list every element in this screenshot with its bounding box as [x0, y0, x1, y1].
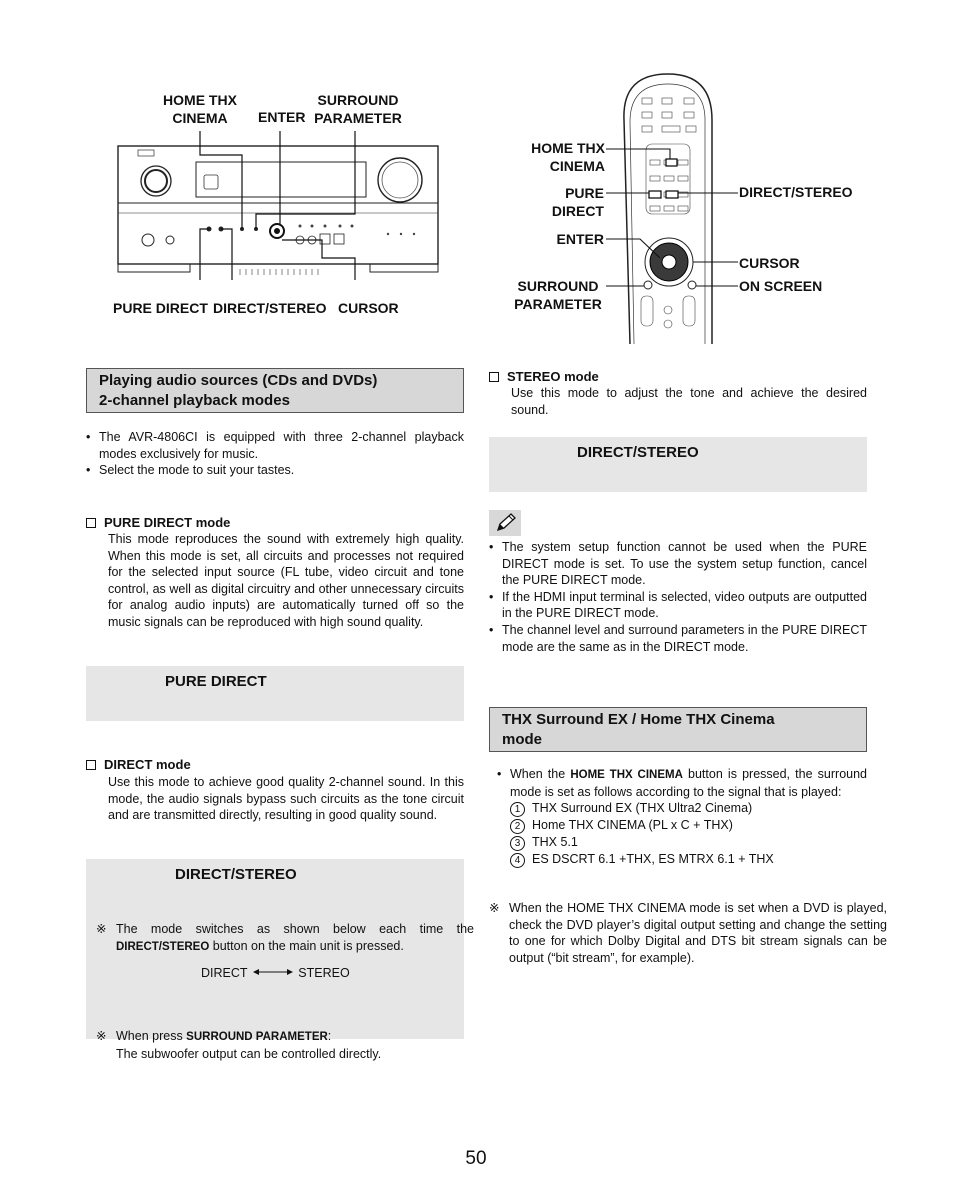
pencil-note-icon — [489, 510, 521, 536]
stereo-box-title: DIRECT/STEREO — [577, 444, 699, 461]
remote-label-surround-parameter: SURROUND PARAMETER — [514, 278, 602, 312]
thx-bullet-bold: HOME THX CINEMA — [570, 769, 683, 781]
thx-mode-item — [510, 834, 867, 851]
thx-bullet-text-end: button is pressed, the surround mode is set as follows according to the signal that is played: — [510, 767, 867, 799]
pure-direct-mode-text: This mode reproduces the sound with extremely high quality. When this mode is set, all circuits and processes not required for the selected input source (FL tube, video circuit and tone control, as well as digital circuitry and other unnecessary circuits for analog audio inputs) are automatically turned off so the music signals can be reproduced with high sound quality. — [108, 532, 464, 629]
thx-bullet-item — [497, 766, 867, 800]
note1-bold: DIRECT/STEREO — [116, 940, 210, 953]
receiver-label-home-thx: HOME THX CINEMA — [163, 92, 237, 126]
pure-direct-mode-title-text: PURE DIRECT mode — [104, 515, 231, 530]
remote-label-pure-direct: PURE DIRECT — [551, 185, 604, 219]
receiver-label-pure-direct: PURE DIRECT — [113, 300, 208, 316]
note2-bold: SURROUND PARAMETER — [186, 1031, 328, 1044]
flow-direct: DIRECT — [201, 966, 248, 980]
thx-mode-text: Home THX CINEMA (PL x C + THX) — [532, 818, 733, 833]
circled-number: 2 — [510, 819, 525, 834]
circled-number: 3 — [510, 836, 525, 851]
note-item: • If the HDMI input terminal is selected, video outputs are outputted in the PURE DIRECT mode. — [489, 589, 867, 622]
thx-mode-text: THX Surround EX (THX Ultra2 Cinema) — [532, 801, 753, 816]
note2-colon: : — [327, 1029, 332, 1044]
note2-line2: The subwoofer output can be controlled directly. — [116, 1046, 382, 1061]
receiver-label-enter: ENTER — [258, 109, 306, 125]
note2-text: When press — [116, 1029, 187, 1044]
direct-stereo-note-2 — [96, 1028, 474, 1062]
checkbox-square-icon — [489, 372, 499, 382]
thx-mode-item — [510, 800, 867, 817]
pure-direct-box — [86, 666, 464, 721]
pencil-icon — [489, 510, 521, 536]
remote-label-direct-stereo: DIRECT/STEREO — [739, 184, 853, 200]
thx-mode-list — [497, 800, 867, 868]
intro-bullet: • Select the mode to suit your tastes. — [86, 462, 464, 479]
note1-text: The mode switches as shown below each time the — [116, 922, 474, 936]
direct-stereo-note-1 — [96, 921, 474, 955]
thx-mode-item — [510, 851, 867, 868]
bidirectional-arrow-icon — [253, 968, 293, 976]
direct-stereo-box — [86, 859, 474, 1061]
intro-bullet: • The AVR-4806CI is equipped with three 2-channel playback modes exclusively for music. — [86, 429, 464, 462]
checkbox-square-icon — [86, 518, 96, 528]
remote-label-on-screen: ON SCREEN — [739, 278, 823, 294]
section-heading-thx: THX Surround EX / Home THX Cinema mode — [489, 707, 867, 752]
remote-label-home-thx: HOME THX CINEMA — [531, 140, 605, 174]
note-item: • The channel level and surround parameters in the PURE DIRECT mode are the same as in the DIRECT mode. — [489, 622, 867, 655]
stereo-mode-title — [489, 368, 599, 385]
thx-mode-text: ES DSCRT 6.1 +THX, ES MTRX 6.1 + THX — [532, 852, 774, 867]
thx-bullet — [497, 766, 867, 868]
thx-mode-item — [510, 817, 867, 834]
receiver-label-surround-parameter: SURROUND PARAMETER — [314, 92, 402, 126]
page-number: 50 — [465, 1148, 487, 1169]
note1-text-end: button on the main unit is pressed. — [209, 938, 404, 953]
direct-mode-title-text: DIRECT mode — [104, 757, 191, 772]
remote-illustration — [600, 70, 860, 345]
direct-stereo-box-title: DIRECT/STEREO — [175, 866, 297, 883]
note-mark: ※ — [96, 1029, 107, 1044]
thx-bullet-text: When the — [510, 767, 571, 781]
stereo-mode-title-text: STEREO mode — [507, 369, 599, 384]
stereo-direct-stereo-box — [489, 437, 867, 492]
checkbox-square-icon — [86, 760, 96, 770]
thx-note — [489, 900, 887, 966]
thx-note-text: When the HOME THX CINEMA mode is set when a DVD is played, check the DVD player’s digital output setting and change the setting to one for which Dolby Digital and DTS bit stream signals can be output (“bit stream”, for example). — [509, 901, 887, 965]
receiver-label-direct-stereo: DIRECT/STEREO — [213, 300, 327, 316]
remote-label-enter: ENTER — [556, 231, 604, 247]
thx-mode-text: THX 5.1 — [532, 835, 578, 850]
pure-direct-box-title: PURE DIRECT — [165, 673, 267, 690]
circled-number: 1 — [510, 802, 525, 817]
direct-mode-text: Use this mode to achieve good quality 2-channel sound. In this mode, the audio signals bypass such circuits as the tone circuit and are transmitted directly, resulting in good quality sound. — [108, 775, 464, 823]
receiver-label-cursor: CURSOR — [338, 300, 399, 316]
notes-list — [489, 539, 867, 655]
circled-number: 4 — [510, 853, 525, 868]
receiver-illustration — [110, 130, 450, 280]
intro-bullets — [86, 429, 464, 479]
note-item: • The system setup function cannot be used when the PURE DIRECT mode is set. To use the system setup function, cancel the PURE DIRECT mode. — [489, 539, 867, 589]
note-mark: ※ — [489, 901, 500, 915]
remote-label-cursor: CURSOR — [739, 255, 800, 271]
note-mark: ※ — [96, 922, 107, 936]
mode-flow — [201, 965, 361, 982]
pure-direct-mode-title — [86, 514, 230, 531]
stereo-mode-text: Use this mode to adjust the tone and achieve the desired sound. — [511, 386, 867, 417]
section-heading-2ch: Playing audio sources (CDs and DVDs) 2-channel playback modes — [86, 368, 464, 413]
direct-mode-title — [86, 756, 191, 773]
flow-stereo: STEREO — [298, 966, 350, 980]
